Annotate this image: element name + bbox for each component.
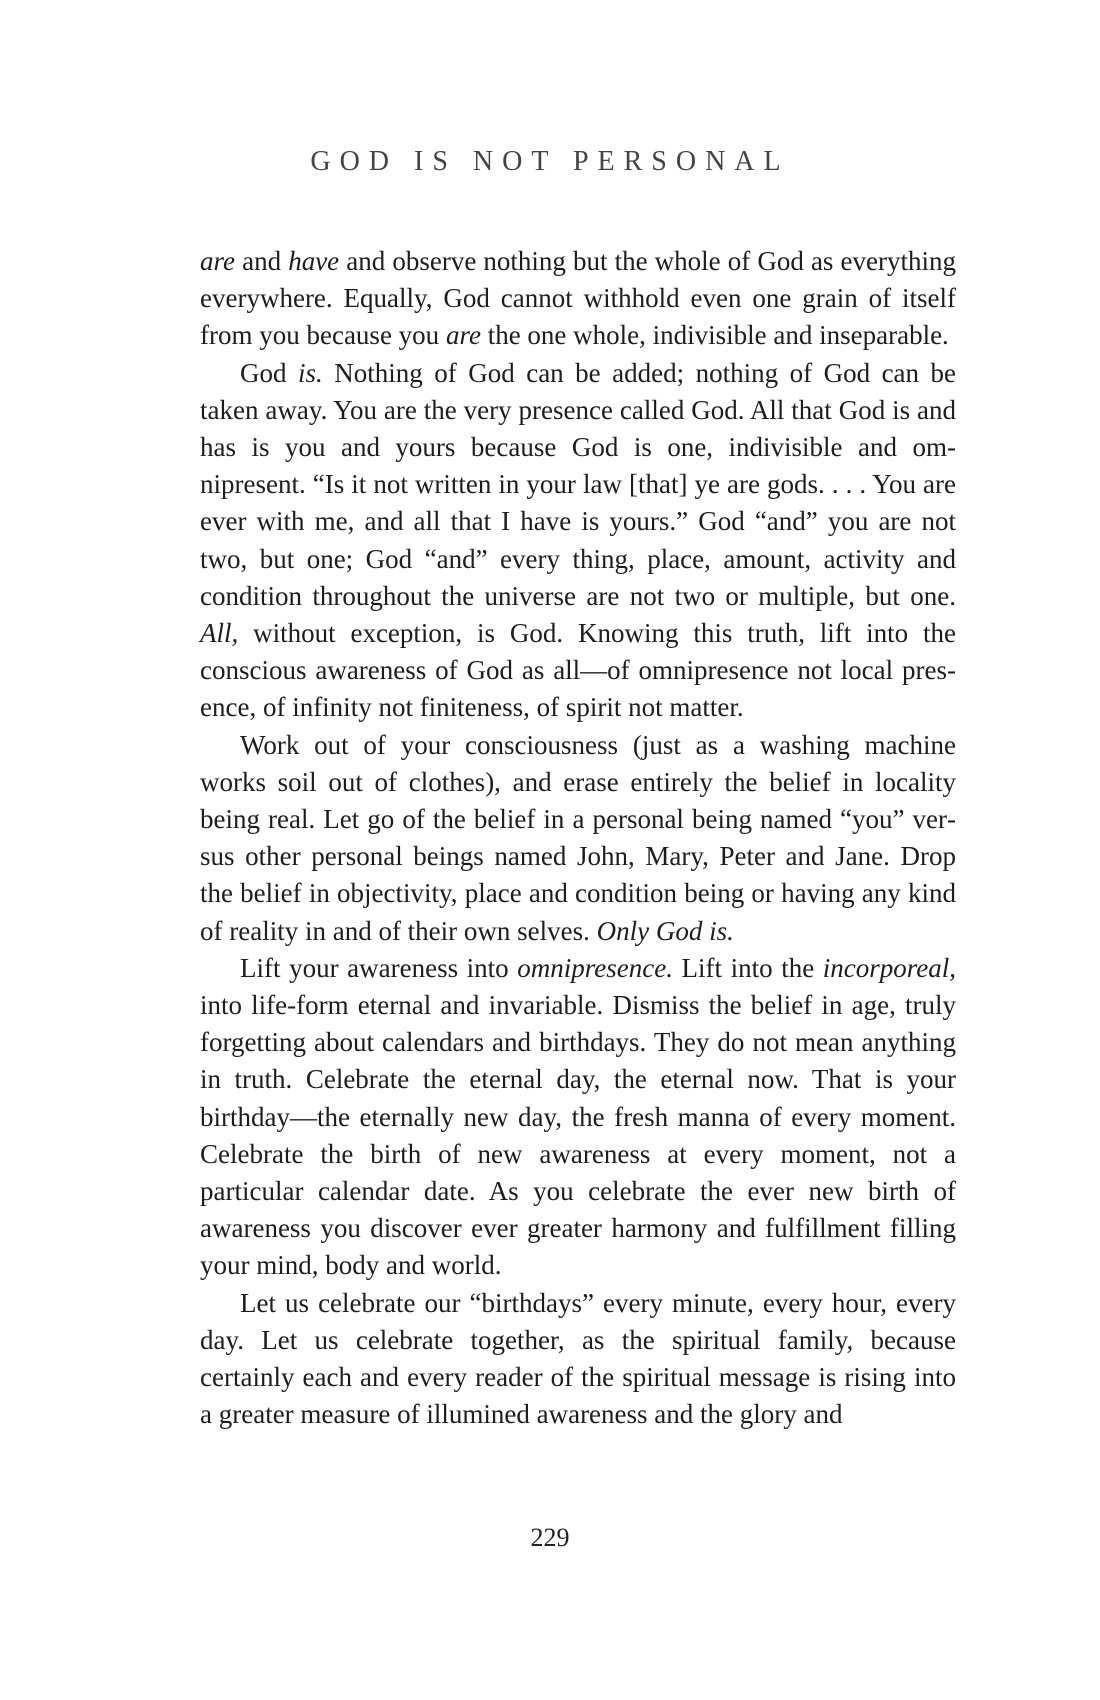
running-head: GOD IS NOT PERSONAL (310, 146, 790, 177)
paragraph-4 (200, 950, 956, 1285)
text-span: are (445, 320, 481, 351)
text-span: without exception, is God. Knowing this truth, lift into the conscious awareness of God as all—of omnipresence not local presence, of infinity not finiteness, of spirit not matter. (200, 618, 956, 723)
text-span: are (200, 246, 235, 276)
text-span: Only God is. (596, 915, 734, 946)
text-span: and observe nothing but the whole of God as everything everywhere. Equally, God cannot withhold even one grain of itself from you because you (200, 246, 956, 351)
text-span: Work out of your consciousness (just as a washing machine works soil out of clothes), and erase entirely the belief in locality being real. Let go of the belief in a personal being named “you” versus other personal beings named John, Mary, Peter and Jane. Drop the belief in objectivity, place and condition being or having any kind of reality in and of their own selves. (200, 729, 956, 946)
text-span: into life-form eternal and invariable. Dismiss the belief in age, truly forgetting about calendars and birthdays. They do not mean anything in truth. Celebrate the eternal day, the eternal now. That is your birthday—the eternally new day, the fresh manna of every moment. Celebrate the birth of new awareness at every moment, not a particular calendar date. As you celebrate the ever new birth of awareness you discover ever greater harmony and fulfillment filling your mind, body and world. (200, 990, 956, 1281)
paragraph-3 (200, 727, 956, 950)
text-span: incorporeal, (822, 952, 956, 983)
text-span: the one whole, indivisible and inseparable. (480, 320, 949, 351)
text-span: is. (298, 357, 323, 388)
body-text (200, 243, 956, 1434)
page-number: 229 (530, 1523, 570, 1552)
text-span: God (240, 357, 298, 388)
text-span: Let us celebrate our “birthdays” every minute, every hour, every day. Let us celebrate together, as the spiritual family, because certainly each and every reader of the spiritual message is rising into a greater measure of illumined awareness and the glory and (200, 1287, 956, 1430)
text-span: All, (200, 618, 239, 649)
text-span: have (288, 246, 340, 276)
text-span: Nothing of God can be added; nothing of God can be taken away. You are the very presence called God. All that God is and has is you and yours because God is one, indivisible and omnipresent. “Is it not written in your law [that] ye are gods. . . . You are ever with me, and all that I have is yours.” God “and” you are not two, but one; God “and” every thing, place, amount, activity and condition throughout the universe are not two or multiple, but one. (200, 357, 957, 611)
paragraph-1 (200, 243, 956, 355)
paragraph-2 (200, 355, 956, 727)
text-span: omnipresence. (517, 952, 673, 983)
paragraph-5 (200, 1285, 956, 1434)
text-span: Lift your awareness into (240, 952, 518, 983)
text-span: Lift into the (672, 952, 823, 983)
text-span: and (235, 246, 289, 276)
